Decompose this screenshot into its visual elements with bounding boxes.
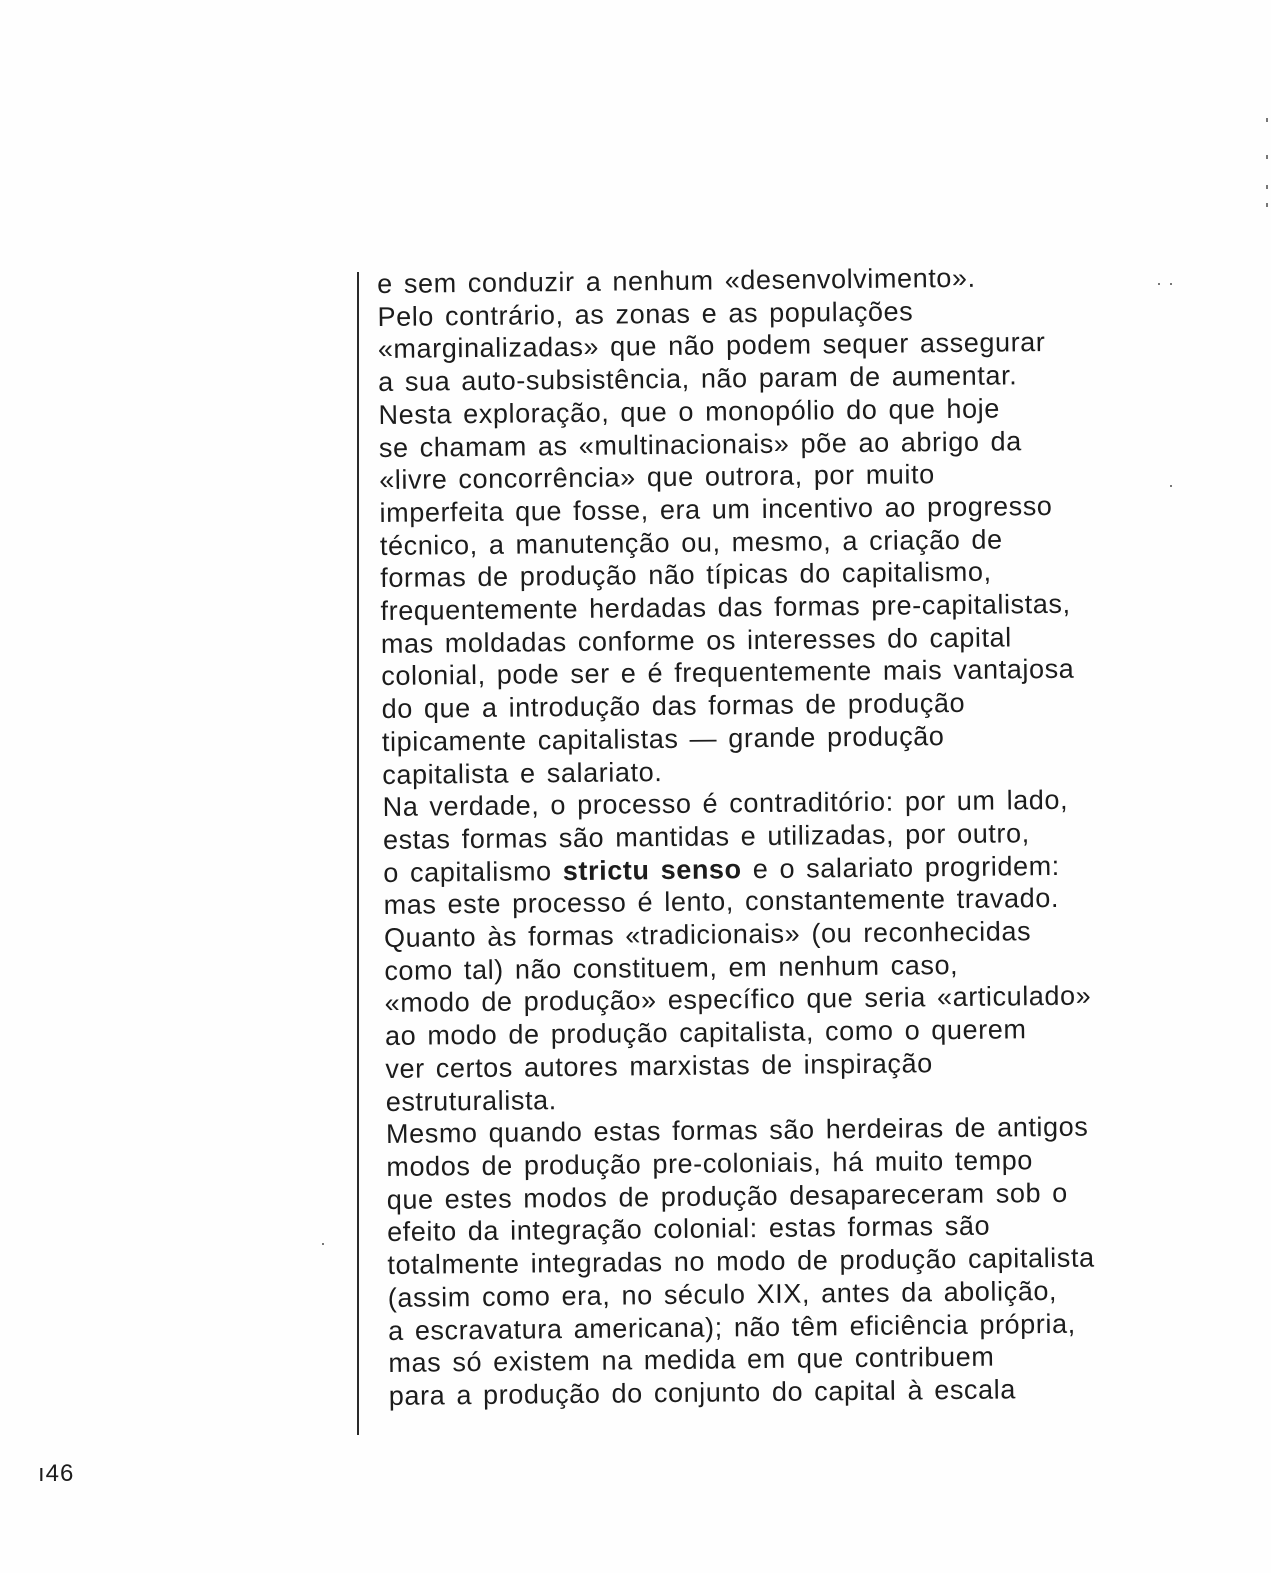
text-line: Mesmo quando estas formas são herdeiras de antigos xyxy=(385,1111,1089,1150)
text-line: estas formas são mantidas e utilizadas, por outro, xyxy=(382,818,1030,855)
text-line: modos de produção pre-coloniais, há muito tempo xyxy=(386,1145,1034,1182)
text-line: e sem conduzir a nenhum «desenvolvimento». xyxy=(377,262,976,299)
text-line: se chamam as «multinacionais» põe ao abrigo da xyxy=(378,425,1022,463)
page-number: ı46 xyxy=(38,1460,75,1487)
scan-speck xyxy=(322,1243,324,1245)
text-line: técnico, a manutenção ou, mesmo, a criação de xyxy=(379,524,1003,561)
text-line: «livre concorrência» que outrora, por muito xyxy=(379,459,935,496)
text-line: ao modo de produção capitalista, como o querem xyxy=(384,1014,1027,1052)
text-line: Pelo contrário, as zonas e as populações xyxy=(377,296,914,332)
text-line: capitalista e salariato. xyxy=(382,756,663,790)
scan-speck xyxy=(1266,203,1268,207)
text-line: (assim como era, no século XIX, antes da abolição, xyxy=(387,1275,1058,1313)
text-line: ver certos autores marxistas de inspiração xyxy=(385,1048,933,1084)
text-line: Na verdade, o processo é contraditório: por um lado, xyxy=(382,785,1069,823)
text-line: tipicamente capitalistas — grande produção xyxy=(381,720,945,757)
text-line: efeito da integração colonial: estas formas são xyxy=(386,1211,991,1248)
text-line: mas só existem na medida em que contribuem xyxy=(388,1341,995,1379)
text-line: estruturalista. xyxy=(385,1084,557,1117)
text-line: «marginalizadas» que não podem sequer assegurar xyxy=(377,327,1046,365)
text-line: mas este processo é lento, constantemente travado. xyxy=(383,883,1060,921)
text-line: «modo de produção» específico que seria «articulado» xyxy=(384,981,1092,1019)
scan-speck xyxy=(1266,185,1268,189)
text-line: a sua auto-subsistência, não param de aumentar. xyxy=(378,360,1018,398)
scan-speck xyxy=(1158,283,1160,285)
scan-speck xyxy=(1266,155,1268,159)
text-line: Quanto às formas «tradicionais» (ou reconhecidas xyxy=(383,916,1032,954)
text-line: frequentemente herdadas das formas pre-capitalistas, xyxy=(380,588,1071,627)
scan-speck xyxy=(1266,118,1268,122)
margin-rule xyxy=(357,272,359,1435)
text-line: colonial, pode ser e é frequentemente mais vantajosa xyxy=(381,654,1075,692)
text-line: formas de produção não típicas do capitalismo, xyxy=(380,556,992,594)
scan-speck xyxy=(1170,485,1172,487)
text-line: mas moldadas conforme os interesses do capital xyxy=(380,622,1012,659)
text-segment: e o salariato progridem: xyxy=(741,850,1060,884)
text-line: como tal) não constituem, em nenhum caso, xyxy=(384,949,959,986)
text-line: imperfeita que fosse, era um incentivo ao progresso xyxy=(379,490,1053,528)
scan-speck xyxy=(1170,283,1172,285)
text-line: a escravatura americana); não têm eficiência própria, xyxy=(387,1308,1076,1346)
text-line: para a produção do conjunto do capital à escala xyxy=(388,1374,1017,1411)
body-text xyxy=(377,259,1209,1412)
text-line: que estes modos de produção desapareceram sob o xyxy=(386,1177,1068,1215)
text-line: totalmente integradas no modo de produção capitalista xyxy=(387,1242,1095,1281)
emphasis-text: strictu senso xyxy=(562,853,742,886)
text-segment: o capitalismo xyxy=(383,855,563,888)
text-line: Nesta exploração, que o monopólio do que hoje xyxy=(378,393,1001,430)
text-line: do que a introdução das formas de produção xyxy=(381,688,966,725)
